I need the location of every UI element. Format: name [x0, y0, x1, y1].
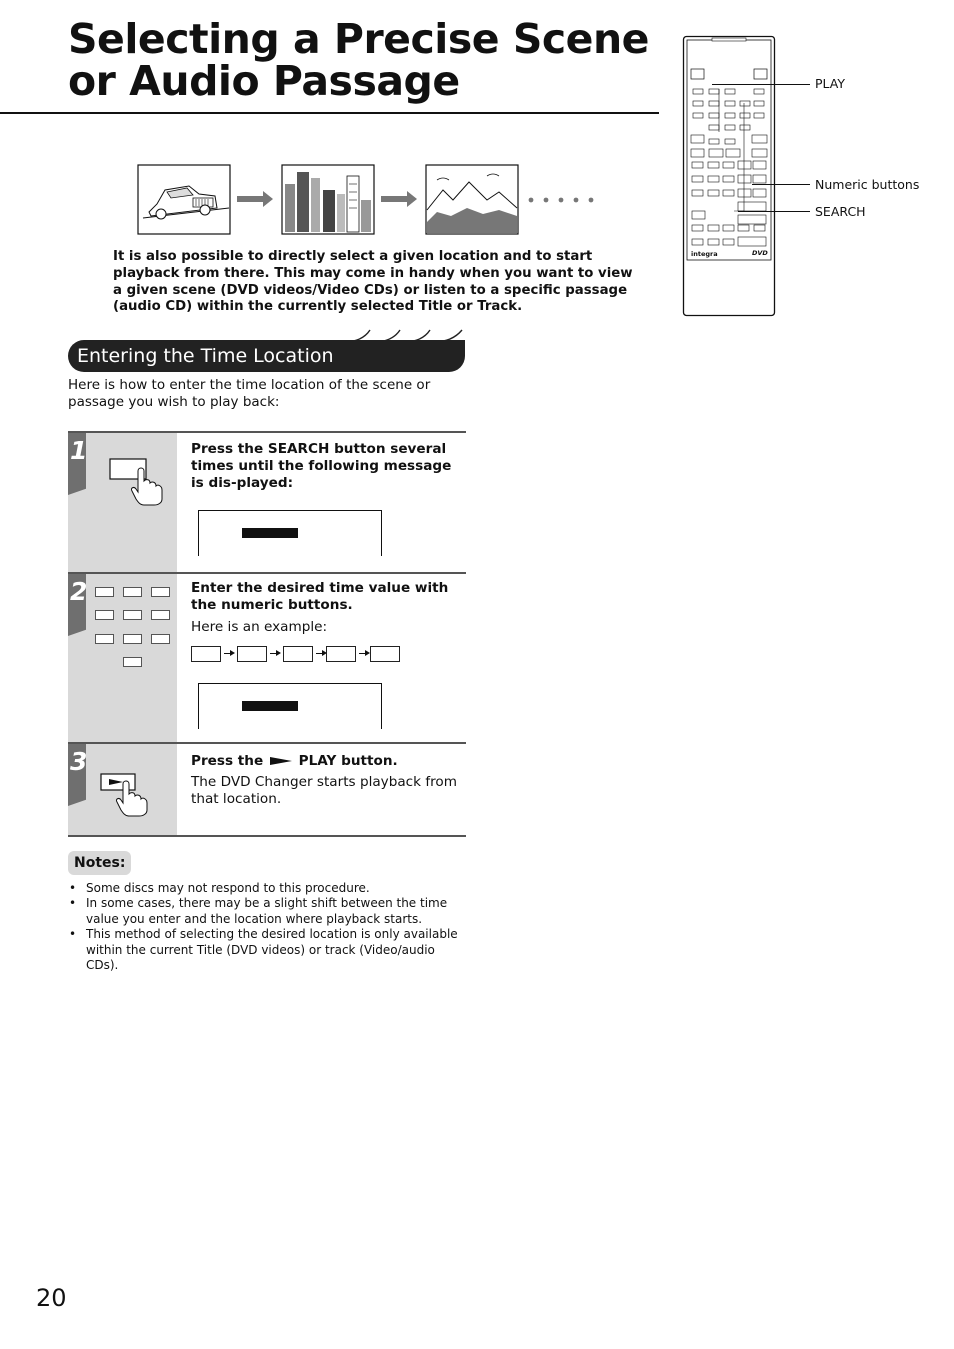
numeric-key-icon [123, 634, 142, 644]
search-label: SEARCH [815, 204, 866, 219]
play-triangle-icon [270, 756, 292, 766]
step-2-heading: Enter the desired time value with the numeric buttons. [191, 580, 449, 613]
title-divider [0, 112, 659, 114]
step-1-heading: Press the SEARCH button several times until the following message is dis-played: [191, 441, 452, 491]
step-3-body: The DVD Changer starts playback from that location. [191, 774, 457, 807]
step-1-illustration-panel [68, 433, 177, 573]
step-3 [68, 744, 466, 835]
step-1-display-screen [198, 510, 382, 556]
press-search-hand-icon [108, 457, 170, 507]
key-entry-box [237, 646, 267, 662]
numeric-key-icon [123, 657, 142, 667]
car-scene-frame [138, 165, 230, 234]
step-2-number: 2 [70, 577, 88, 606]
numeric-key-icon [95, 610, 114, 620]
note-item: • Some discs may not respond to this procedure. [68, 881, 468, 896]
scene-illustration-strip [137, 164, 607, 236]
key-entry-box [326, 646, 356, 662]
note-item: • This method of selecting the desired location is only available within the current Title (DVD videos) or track (Video/audio CDs). [68, 927, 468, 973]
display-message-bar [242, 528, 298, 538]
numeric-key-icon [151, 610, 170, 620]
key-entry-box [283, 646, 313, 662]
steps-bottom-rule [68, 835, 466, 837]
remote-brand: integra [691, 250, 718, 258]
numeric-leader-line [752, 184, 810, 185]
remote-control-illustration [682, 35, 778, 317]
note-item: • In some cases, there may be a slight shift between the time value you enter and the location where playback starts. [68, 896, 468, 927]
step-2-illustration-panel [68, 574, 177, 742]
numeric-key-icon [95, 587, 114, 597]
step-3-heading-pre: Press the [191, 753, 264, 769]
display-message-bar [242, 701, 298, 711]
play-label: PLAY [815, 76, 846, 91]
intro-text: It is also possible to directly select a given location and to start playback from there. This may come in handy when you want to view a given scene (DVD videos/Video CDs) or listen to a specific passage (audio CD) within the currently selected Title or Track. [113, 249, 633, 315]
play-leader-line [712, 84, 810, 85]
steps-panel [68, 431, 466, 837]
press-play-hand-icon [99, 772, 163, 818]
step-1-number: 1 [70, 436, 88, 465]
section-title: Entering the Time Location [77, 345, 334, 367]
step-1 [68, 433, 466, 573]
step-3-heading-post: PLAY button. [298, 753, 398, 769]
numeric-key-icon [95, 634, 114, 644]
arrow-right-icon [316, 653, 325, 654]
page-title: Selecting a Precise Scene or Audio Passage [68, 15, 649, 105]
section-header-decoration [342, 326, 466, 344]
numeric-key-icon [151, 634, 170, 644]
remote-dvd-logo: DVD [752, 249, 768, 257]
arrow-right-icon [270, 653, 279, 654]
key-entry-box [370, 646, 400, 662]
numeric-key-icon [151, 587, 170, 597]
page-number: 20 [36, 1284, 67, 1312]
step-3-heading [191, 753, 463, 770]
arrow-right-icon [224, 653, 233, 654]
search-leader-line [738, 211, 810, 212]
step-3-illustration-panel [68, 744, 177, 835]
arrow-right-icon [359, 653, 368, 654]
section-description: Here is how to enter the time location of the scene or passage you wish to play back: [68, 377, 431, 410]
notes-list [68, 881, 468, 973]
notes-label: Notes: [68, 851, 131, 875]
city-scene-frame [282, 165, 374, 234]
mountain-scene-frame [426, 165, 518, 234]
step-2-display-screen [198, 683, 382, 729]
numeric-key-icon [123, 587, 142, 597]
step-3-number: 3 [70, 747, 88, 776]
step-2-body: Here is an example: [191, 619, 328, 635]
numeric-key-icon [123, 610, 142, 620]
key-sequence-example [191, 646, 411, 662]
numeric-buttons-label: Numeric buttons [815, 177, 920, 192]
key-entry-box [191, 646, 221, 662]
